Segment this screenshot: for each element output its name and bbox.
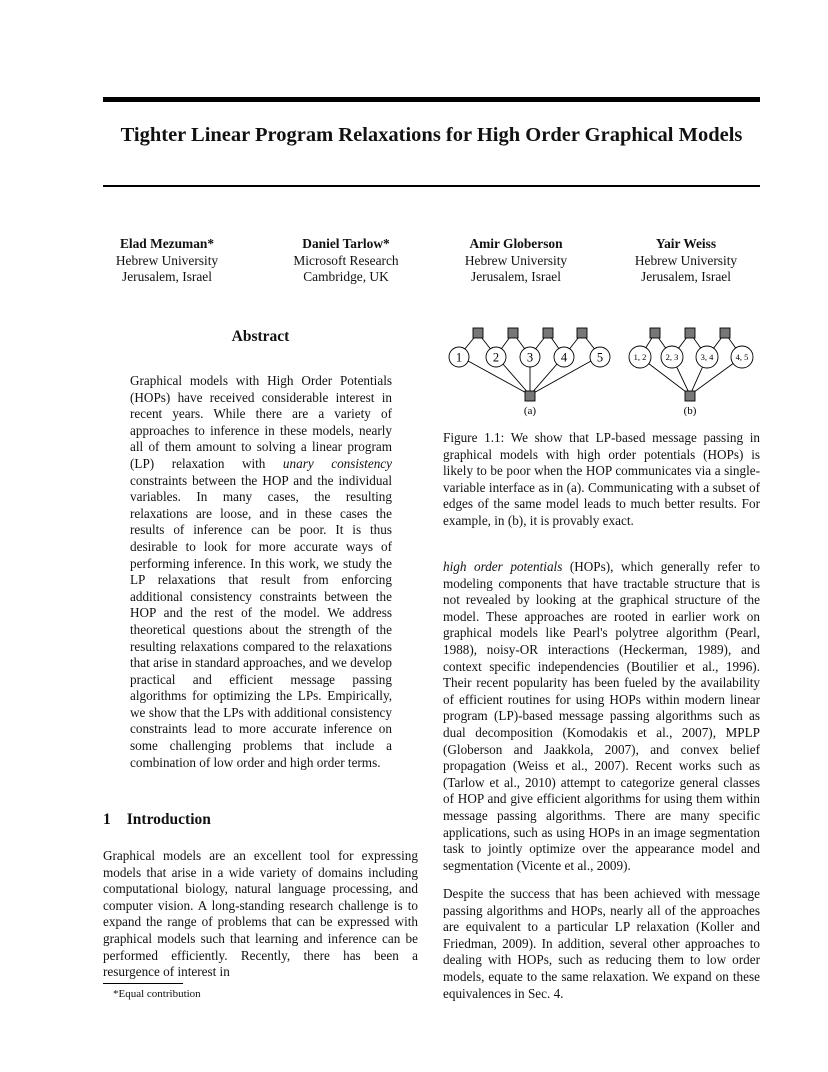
abstract-heading: Abstract — [231, 328, 290, 345]
node-labels-a — [456, 351, 603, 418]
author-name: Daniel Tarlow* — [302, 236, 390, 251]
abstract-text-1: Graphical models with High Order Potentials (HOPs) have received considerable interest in recent years. While there are a variety of approaches to inference in these models, nearly all of them amount to solving a linear program (LP) relaxation with — [130, 373, 392, 471]
node-label: 3 — [526, 350, 534, 365]
abstract-text-2: constraints between the HOP and the individual variables. In many cases, the resulting relaxations are loose, and in these cases the results of inference can be poor. It is thus desirable to look for more accurate ways of performing inference. In this work, we study the LP relaxations that result from enforcing additional consistency constraints between the HOP and the rest of the model. We address theoretical questions about the strength of the resulting relaxations compared to the relaxations that arise in standard approaches, and we develop practical and efficient message passing algorithms for optimizing the LPs. Empirically, we show that the LPs with additional consistency constraints lead to more accurate inference on some challenging problems that include a combination of low order and high order terms. — [130, 472, 392, 770]
figure-graphical-models — [440, 320, 760, 420]
node-label: 1 — [455, 350, 463, 365]
intro-paragraph: Graphical models are an excellent tool for expressing models that arise in a wide variety of domains including computational biology, natural language processing, and computer vision. A long-standing research challenge is to expand the range of problems that can be expressed with graphical models such that learning and inference can be performed efficiently. Recently, there has been a resurgence of interest in — [103, 848, 418, 980]
title-rule — [103, 185, 760, 187]
right-paragraph-1 — [443, 559, 760, 874]
node-labels-b — [634, 352, 749, 417]
node-label: 2 — [492, 350, 500, 365]
author-name: Yair Weiss — [655, 236, 717, 251]
author-block — [0, 236, 828, 296]
variable-nodes-b — [629, 346, 753, 368]
subfigure-label-b: (b) — [683, 405, 697, 417]
figure-caption: Figure 1.1: We show that LP-based message passing in graphical models with high order potentials (HOPs) is likely to be poor when the HOP communicates via a single-variable interface as in (a). Communicating with a subset of edges of the same model leads to much better results. For example, in (b), it is provably exact. — [443, 430, 760, 528]
author-affiliation: Hebrew University — [115, 252, 219, 268]
paragraph-text: (HOPs), which generally refer to modeling components that have tractable structure that is not revealed by looking at the graphical structure of the model. These approaches are rooted in earlier work on graphical models like Pearl's polytree algorithm (Pearl, 1988), noisy-OR interactions (Heckerman, 1989), and context specific independencies (Boutilier et al., 1996). Their recent popularity has been fueled by the availability of efficient routines for using HOPs within modern linear program (LP)-based message passing algorithms such as dual decomposition (Komodakis et al., 2007), MPLP (Globerson and Jaakkola, 2007), and convex belief propagation (Weiss et al., 2007). Recent works such as (Tarlow et al., 2010) attempt to categorize general classes of HOP and give efficient algorithms for using them within message passing algorithms. There are many specific applications, such as using HOPs in an image segmentation task to jointly optimize over the appearance model and segmentation (Vicente et al., 2009). — [443, 559, 760, 873]
node-label: 4, 5 — [735, 352, 749, 362]
author-location: Jerusalem, Israel — [641, 269, 731, 284]
abstract-emphasis: unary consistency — [282, 455, 392, 471]
author-4 — [601, 236, 771, 286]
author-affiliation: Hebrew University — [464, 252, 568, 268]
author-location: Jerusalem, Israel — [471, 269, 561, 284]
node-label: 2, 3 — [665, 352, 679, 362]
author-3 — [431, 236, 601, 286]
node-label: 4 — [560, 350, 568, 365]
node-label: 1, 2 — [633, 352, 647, 362]
footnote: *Equal contribution — [113, 988, 201, 1000]
factor-edges-b — [640, 333, 742, 395]
paper-title: Tighter Linear Program Relaxations for High Order Graphical Models — [120, 124, 743, 146]
section-title: Introduction — [126, 811, 211, 828]
section-heading — [103, 811, 211, 829]
author-2 — [261, 236, 431, 286]
node-label: 5 — [596, 350, 604, 365]
factors-b — [650, 328, 730, 401]
author-name: Amir Globerson — [469, 236, 563, 251]
author-name: Elad Mezuman* — [119, 236, 215, 251]
author-affiliation: Hebrew University — [634, 252, 738, 268]
subfigure-label-a: (a) — [523, 405, 537, 417]
figure-b — [629, 328, 753, 401]
author-location: Cambridge, UK — [303, 269, 389, 284]
author-affiliation: Microsoft Research — [293, 252, 399, 268]
emphasis-text: high order potentials — [443, 559, 563, 574]
author-1 — [82, 236, 252, 286]
footnote-rule — [103, 983, 183, 984]
figure-a — [449, 328, 610, 401]
section-number: 1 — [103, 811, 111, 828]
abstract-body — [130, 373, 392, 771]
top-rule — [103, 97, 760, 102]
author-location: Jerusalem, Israel — [122, 269, 212, 284]
right-paragraph-2: Despite the success that has been achieved with message passing algorithms and HOPs, nearly all of the approaches are equivalent to a particular LP relaxation (Koller and Friedman, 2009). In addition, several other approaches to dealing with HOPs, such as reducing them to low order models, equate to the same relaxation. We expand on these equivalences in Sec. 4. — [443, 886, 760, 1001]
node-label: 3, 4 — [700, 352, 714, 362]
